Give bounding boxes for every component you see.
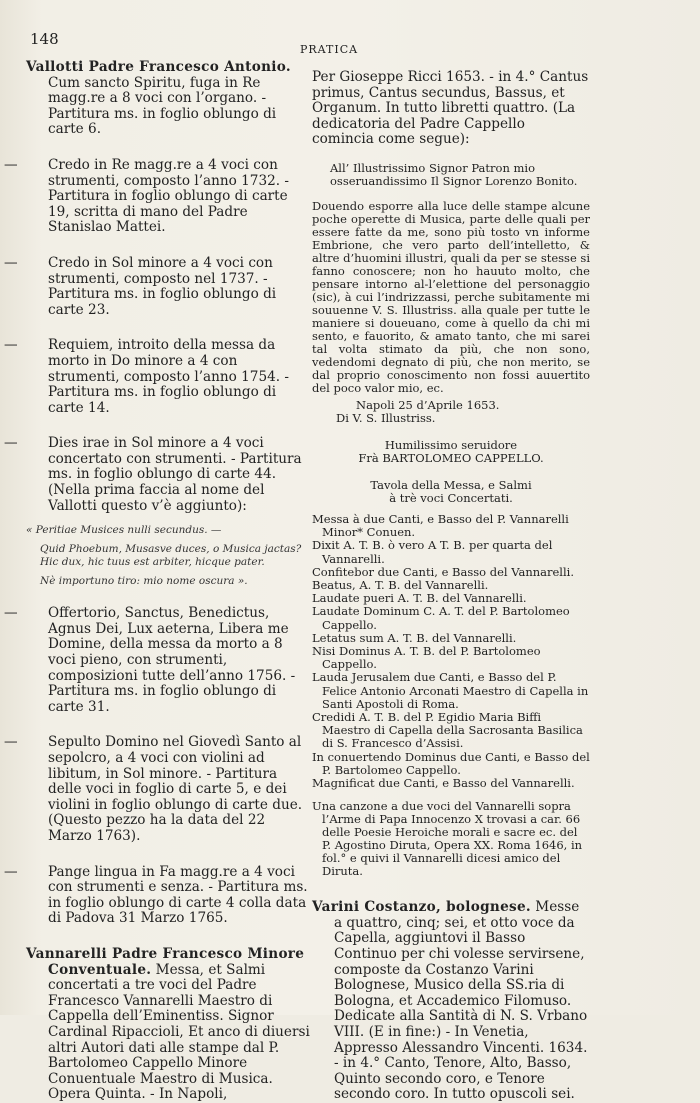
page-number: 148 bbox=[30, 30, 59, 48]
entry-credo-sol: — Credo in Sol minore a 4 voci con strumenti, composto nel 1737. - Partitura ms. in foglio oblungo di carte 23. bbox=[4, 254, 277, 318]
canzone-note: Una canzone a due voci del Vannarelli sopra l’Arme di Papa Innocenzo X trovasi a car. 66 delle Poesie Heroiche morali e sacre ec. del P. Agostino Diruta, Opera XX. Roma 1646, in fol.° e quivi il Vannarelli dicesi amico del Diruta. bbox=[312, 799, 583, 879]
list-item: Nisi Dominus A. T. B. del P. Bartolomeo Cappello. bbox=[312, 644, 541, 672]
right-column bbox=[312, 70, 590, 1103]
left-column bbox=[4, 59, 311, 1103]
tavola-title: Tavola della Messa, e Salmi bbox=[370, 477, 532, 492]
list-item: Laudate Dominum C. A. T. del P. Bartolomeo Cappello. bbox=[312, 604, 570, 632]
composer-name: Vannarelli Padre Francesco Minore Conventuale. bbox=[26, 945, 305, 978]
running-title: PRATICA bbox=[300, 43, 359, 56]
entry-dies-irae: — Dies irae in Sol minore a 4 voci concertato con strumenti. - Partitura ms. in foglio oblungo di carte 44. (Nella prima faccia al nome del Vallotti questo v’è aggiunto): bbox=[4, 435, 302, 514]
entry-pange: — Pange lingua in Fa magg.re a 4 voci con strumenti e senza. - Partitura ms. in foglio oblungo di carte 4 colla data di Padova 31 Marzo 1765. bbox=[4, 863, 308, 927]
dedication-signature: Frà BARTOLOMEO CAPPELLO. bbox=[358, 450, 544, 465]
entry-credo-re: — Credo in Re magg.re a 4 voci con strumenti, composto l’anno 1732. - Partitura in foglio oblungo di carte 19, scritta di mano del Padre Stanislao Mattei. bbox=[4, 156, 289, 236]
entry-sepulto: — Sepulto Domino nel Giovedì Santo al sepolcro, a 4 voci con violini ad libitum, in Sol minore. - Partitura delle voci in foglio di carte 5, e dei violini in foglio oblungo di carte due. (Questo pezzo ha la data del 22 Marzo 1763). bbox=[4, 734, 303, 844]
list-item: Beatus, A. T. B. del Vannarelli. bbox=[312, 577, 489, 592]
list-item: Confitebor due Canti, e Basso del Vannarelli. bbox=[312, 564, 574, 579]
entry-text: Credo in Sol minore a 4 voci con strumenti, composto nel 1737. - Partitura ms. in foglio oblungo di carte 23. bbox=[48, 254, 277, 318]
entry-text: Pange lingua in Fa magg.re a 4 voci con strumenti e senza. - Partitura ms. in foglio oblungo di carte 4 colla data di Padova 31 Marzo 1765. bbox=[48, 863, 308, 927]
entry-text: Messe a quattro, cinq; sei, et otto voce da Capella, aggiuntovi il Basso Continuo per chi volesse servirsene, composte da Costanzo Varini Bolognese, Musico della SS.ria di Bologna, et Accademico Filomuso. Dedicate alla Santità di N. S. Vrbano VIII. (E in fine:) - In Venetia, Appresso Alessandro Vincenti. 1634. - in 4.° Canto, Tenore, Alto, Basso, Quinto secondo coro, e Tenore secondo coro. In tutto opuscoli sei. bbox=[334, 899, 588, 1103]
entry-text: Credo in Re magg.re a 4 voci con strumenti, composto l’anno 1732. - Partitura in foglio oblungo di carte 19, scritta di mano del Padre Stanislao Mattei. bbox=[48, 156, 289, 236]
dedication-date: Napoli 25 d’Aprile 1653. bbox=[356, 397, 500, 412]
entry-vallotti bbox=[26, 60, 311, 138]
entry-continuation: Per Gioseppe Ricci 1653. - in 4.° Cantus primus, Cantus secundus, Bassus, et Organum. In tutto libretti quattro. (La dedicatoria del Padre Cappello comincia come segue): bbox=[312, 69, 589, 148]
list-item: Messa à due Canti, e Basso del P. Vannarelli Minor* Conuen. bbox=[312, 511, 569, 540]
entry-text: Messa, et Salmi concertati a tre voci del Padre Francesco Vannarelli Maestro di Cappella dell’Eminentiss. Signor Cardinal Ripaccioli, Et anco di diuersi altri Autori dati alle stampe dal P. Bartolomeo Cappello Minore Conuentuale Maestro di Musica. Opera Quinta. - In Napoli, bbox=[48, 961, 310, 1103]
entry-text: Offertorio, Sanctus, Benedictus, Agnus Dei, Lux aeterna, Libera me Domine, della messa da morto a 8 voci pieno, con strumenti, composizioni tutte dell’anno 1756. - Partitura ms. in foglio oblungo di carte 31. bbox=[48, 605, 296, 715]
dedication-humble: Humilissimo seruidore bbox=[384, 437, 518, 452]
entry-offertorio: — Offertorio, Sanctus, Benedictus, Agnus Dei, Lux aeterna, Libera me Domine, della messa da morto a 8 voci pieno, con strumenti, composizioni tutte dell’anno 1756. - Partitura ms. in foglio oblungo di carte 31. bbox=[4, 605, 296, 715]
entry-vannarelli bbox=[26, 947, 311, 1103]
tavola-subtitle: à trè voci Concertati. bbox=[389, 490, 513, 505]
quote-line: « Peritiae Musices nulli secundus. — bbox=[26, 524, 222, 537]
quote-line: Nè importuno tiro: mio nome oscura ». bbox=[40, 575, 248, 588]
entry-requiem: — Requiem, introito della messa da morto in Do minore a 4 con strumenti, composto l’anno 1754. - Partitura ms. in foglio oblungo di carte 14. bbox=[4, 337, 289, 416]
list-item: Lauda Jerusalem due Canti, e Basso del P. Felice Antonio Arconati Maestro di Capella in Santi Apostoli di Roma. bbox=[312, 670, 589, 711]
entry-text: Requiem, introito della messa da morto in Do minore a 4 con strumenti, composto l’anno 1754. - Partitura ms. in foglio oblungo di carte 14. bbox=[48, 337, 289, 416]
list-item: Credidi A. T. B. del P. Egidio Maria Biffi Maestro di Capella della Sacrosanta Basilica di S. Francesco d’Assisi. bbox=[312, 710, 583, 751]
list-item: Letatus sum A. T. B. del Vannarelli. bbox=[312, 630, 517, 645]
dedication-text: Douendo esporre alla luce delle stampe alcune poche operette di Musica, parte delle quali per essere fatte da me, sono più tosto vn informe Embrione, che vero parto dell’intelletto, & altre d’huomini illustri, quali da per se stesse si fanno conoscere; non ho hauuto molto, che pensare intorno al-l’elettione del personaggio (sic), à cui l’indrizzassi, perche subitamente mi souuenne V. S. Illustriss. alla quale per tutte le maniere si doueuano, come à quello da chi mi sento, e fauorito, & amato tanto, che mi sarei tal volta stimato da più, che non sono, vedendomi degnato di più, che non merito, se dal proprio conoscimento non fossi auuertito del poco valor mio, ec. bbox=[312, 198, 591, 395]
list-item: Dixit A. T. B. ò vero A T. B. per quarta del Vannarelli. bbox=[312, 538, 553, 566]
composer-name: Varini Costanzo, bolognese. bbox=[312, 899, 531, 916]
list-item: Magnificat due Canti, e Basso del Vannarelli. bbox=[312, 776, 575, 791]
dedication-title: All’ Illustrissimo Signor Patron mio osseruandissimo Il Signor Lorenzo Bonito. bbox=[330, 160, 578, 188]
entry-text: Sepulto Domino nel Giovedì Santo al sepolcro, a 4 voci con violini ad libitum, in Sol minore. - Partitura delle voci in foglio di carte 5, e dei violini in foglio oblungo di carte due. (Questo pezzo ha la data del 22 Marzo 1763). bbox=[48, 734, 303, 844]
dedication-close: Di V. S. Illustriss. bbox=[336, 410, 436, 425]
entry-varini bbox=[312, 900, 590, 1103]
entry-text: Cum sancto Spiritu, fuga in Re magg.re a 8 voci con l’organo. - Partitura ms. in foglio oblungo di carte 6. bbox=[48, 74, 277, 138]
list-item: Laudate pueri A. T. B. del Vannarelli. bbox=[312, 591, 527, 606]
quote-line: Quid Phoebum, Musasve duces, o Musica jactas? Hic dux, hic tuus est arbiter, hicque pater. bbox=[40, 543, 302, 569]
tavola-list bbox=[312, 513, 590, 790]
composer-name: Vallotti Padre Francesco Antonio. bbox=[26, 59, 291, 75]
entry-text: Dies irae in Sol minore a 4 voci concertato con strumenti. - Partitura ms. in foglio oblungo di carte 44. (Nella prima faccia al nome del Vallotti questo v’è aggiunto): bbox=[48, 435, 302, 514]
list-item: In conuertendo Dominus due Canti, e Basso del P. Bartolomeo Cappello. bbox=[312, 749, 590, 777]
